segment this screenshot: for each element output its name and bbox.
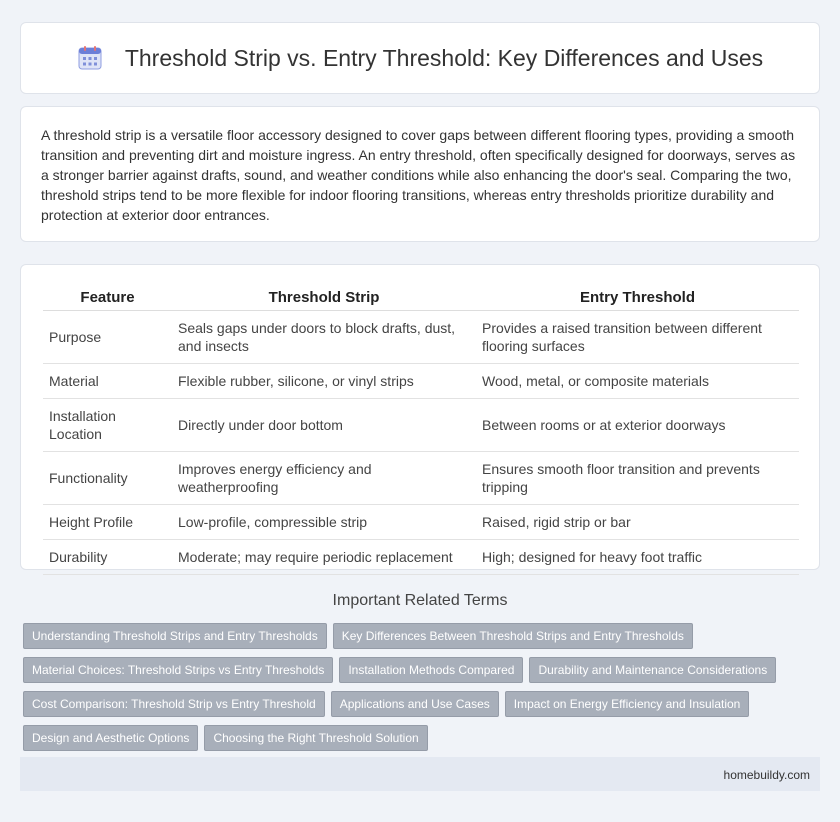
- entry-threshold-cell: Ensures smooth floor transition and prevents tripping: [476, 452, 799, 505]
- related-term-tag[interactable]: Key Differences Between Threshold Strips and Entry Thresholds: [333, 623, 693, 649]
- header-entry-threshold: Entry Threshold: [476, 287, 799, 311]
- related-term-tag[interactable]: Design and Aesthetic Options: [23, 725, 198, 751]
- entry-threshold-cell: High; designed for heavy foot traffic: [476, 540, 799, 575]
- threshold-strip-cell: Low-profile, compressible strip: [172, 505, 476, 540]
- entry-threshold-cell: Provides a raised transition between different flooring surfaces: [476, 311, 799, 364]
- related-terms-title: Important Related Terms: [332, 592, 508, 609]
- feature-cell: Material: [43, 364, 172, 399]
- table-row: [43, 540, 799, 575]
- table-row: [43, 364, 799, 399]
- feature-cell: Height Profile: [43, 505, 172, 540]
- threshold-strip-cell: Directly under door bottom: [172, 399, 476, 452]
- entry-threshold-cell: Raised, rigid strip or bar: [476, 505, 799, 540]
- threshold-strip-cell: Flexible rubber, silicone, or vinyl strips: [172, 364, 476, 399]
- related-terms-list: [23, 623, 823, 759]
- related-term-tag[interactable]: Impact on Energy Efficiency and Insulation: [505, 691, 750, 717]
- feature-cell: Purpose: [43, 311, 172, 364]
- feature-cell: Installation Location: [43, 399, 172, 452]
- comparison-table: [43, 287, 799, 575]
- related-term-tag[interactable]: Choosing the Right Threshold Solution: [204, 725, 427, 751]
- related-term-tag[interactable]: Understanding Threshold Strips and Entry Thresholds: [23, 623, 327, 649]
- calendar-grid-icon: [77, 45, 103, 71]
- related-term-tag[interactable]: Applications and Use Cases: [331, 691, 499, 717]
- table-row: [43, 452, 799, 505]
- table-header-row: [43, 287, 799, 311]
- footer: [20, 757, 820, 791]
- table-row: [43, 399, 799, 452]
- threshold-strip-cell: Moderate; may require periodic replacement: [172, 540, 476, 575]
- related-term-tag[interactable]: Durability and Maintenance Considerations: [529, 657, 776, 683]
- entry-threshold-cell: Wood, metal, or composite materials: [476, 364, 799, 399]
- threshold-strip-cell: Improves energy efficiency and weatherproofing: [172, 452, 476, 505]
- table-row: [43, 505, 799, 540]
- comparison-table-card: [20, 264, 820, 570]
- related-term-tag[interactable]: Installation Methods Compared: [339, 657, 523, 683]
- title-card: [20, 22, 820, 94]
- threshold-strip-cell: Seals gaps under doors to block drafts, dust, and insects: [172, 311, 476, 364]
- page-title: Threshold Strip vs. Entry Threshold: Key Differences and Uses: [124, 44, 764, 71]
- table-row: [43, 311, 799, 364]
- header-threshold-strip: Threshold Strip: [172, 287, 476, 311]
- feature-cell: Functionality: [43, 452, 172, 505]
- entry-threshold-cell: Between rooms or at exterior doorways: [476, 399, 799, 452]
- intro-card: [20, 106, 820, 242]
- related-term-tag[interactable]: Cost Comparison: Threshold Strip vs Entry Threshold: [23, 691, 325, 717]
- feature-cell: Durability: [43, 540, 172, 575]
- intro-paragraph: A threshold strip is a versatile floor accessory designed to cover gaps between different flooring types, providing a smooth transition and preventing dirt and moisture ingress. An entry threshold, often specifically designed for doorways, serves as a stronger barrier against drafts, sound, and weather conditions while also enhancing the door's seal. Comparing the two, threshold strips tend to be more flexible for indoor flooring transitions, whereas entry thresholds prioritize durability and protection at exterior door entrances.: [41, 127, 796, 223]
- related-term-tag[interactable]: Material Choices: Threshold Strips vs Entry Thresholds: [23, 657, 333, 683]
- header-feature: Feature: [43, 287, 172, 311]
- footer-site-link[interactable]: homebuildy.com: [723, 768, 810, 782]
